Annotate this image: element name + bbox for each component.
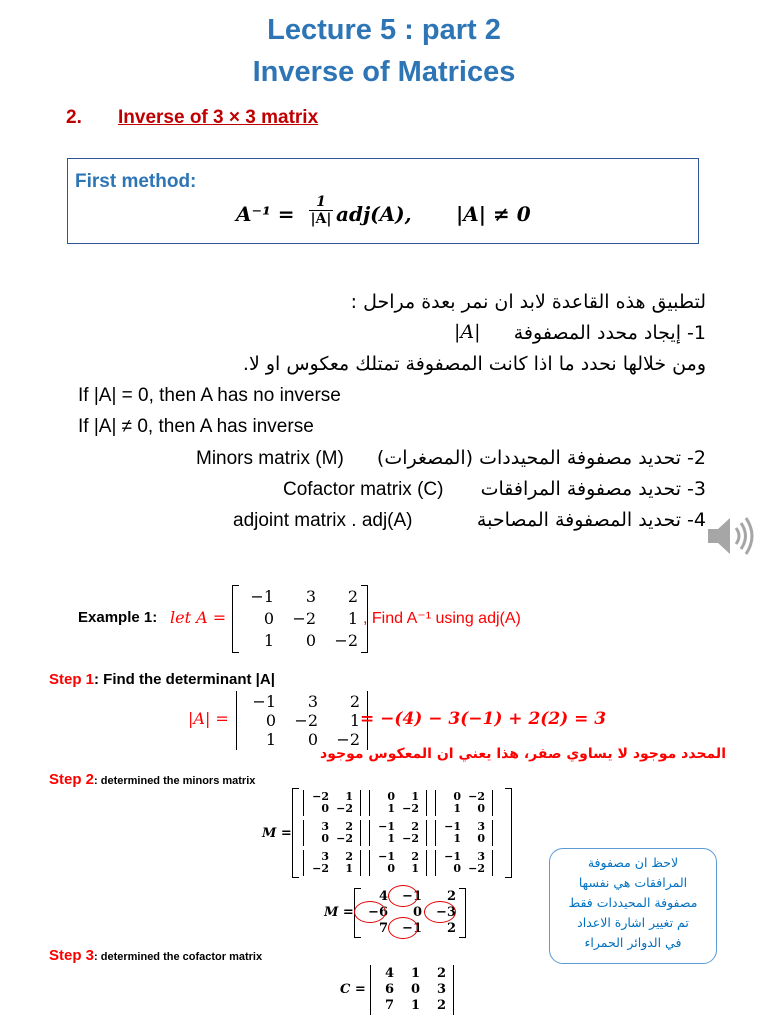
if-nonzero: If |A| ≠ 0, then A has inverse bbox=[78, 416, 314, 437]
minor-grid bbox=[440, 820, 488, 846]
matrix-entry: 0 bbox=[410, 982, 420, 997]
note-line: في الدوائر الحمراء bbox=[584, 935, 682, 950]
matrix-entry: −1 bbox=[402, 889, 422, 904]
minor-grid bbox=[374, 850, 422, 876]
section-number: 2. bbox=[66, 107, 82, 128]
red-circle bbox=[424, 901, 456, 923]
minor-entry: 3 bbox=[477, 820, 485, 833]
minor-entry: −1 bbox=[444, 850, 461, 863]
right-bar bbox=[488, 820, 493, 846]
right-bar bbox=[422, 820, 427, 846]
matrix-entry: 3 bbox=[307, 692, 318, 711]
minor-grid bbox=[374, 820, 422, 846]
note-line: المرافقات هي نفسها bbox=[578, 875, 688, 890]
minor-entry: 3 bbox=[321, 850, 329, 863]
minor-grid bbox=[308, 820, 356, 846]
minor-entry: 3 bbox=[321, 820, 329, 833]
minor-entry: 3 bbox=[477, 850, 485, 863]
red-circle bbox=[388, 917, 418, 939]
minor-entry: −2 bbox=[402, 832, 419, 845]
right-bar bbox=[356, 820, 361, 846]
matrix-entry: 1 bbox=[410, 998, 420, 1013]
minor-grid bbox=[440, 790, 488, 816]
step3-heading bbox=[49, 947, 262, 964]
minor-determinant bbox=[303, 790, 369, 816]
formula-condition: |A| ≠ 0 bbox=[456, 202, 531, 226]
intro-ar: لتطبيق هذه القاعدة لابد ان نمر بعدة مراحل : bbox=[350, 291, 706, 313]
step2-en: Minors matrix (M) bbox=[196, 448, 344, 469]
minor-entry: 1 bbox=[387, 802, 395, 815]
matrix-entry: −2 bbox=[336, 730, 360, 749]
minor-grid bbox=[308, 790, 356, 816]
matrix-entry: 1 bbox=[263, 631, 274, 650]
step2-ar: 2- تحديد مصفوفة المحيددات (المصغرات) bbox=[376, 447, 706, 469]
matrix-entry: 7 bbox=[378, 921, 388, 936]
minor-entry: 0 bbox=[387, 790, 395, 803]
right-bar bbox=[449, 965, 454, 1015]
right-bar bbox=[488, 790, 493, 816]
minor-entry: −2 bbox=[312, 790, 329, 803]
minor-entry: 2 bbox=[411, 820, 419, 833]
minor-entry: 0 bbox=[453, 790, 461, 803]
minor-entry: −2 bbox=[402, 802, 419, 815]
note-line: مصفوفة المحيددات فقط bbox=[568, 895, 698, 910]
minor-entry: −2 bbox=[336, 802, 353, 815]
matrix-entry: −6 bbox=[368, 905, 388, 920]
matrix-a bbox=[232, 585, 368, 653]
right-bar bbox=[488, 850, 493, 876]
method-label: First method: bbox=[75, 171, 197, 192]
minor-entry: 0 bbox=[477, 802, 485, 815]
step1-label: Step 1 bbox=[49, 671, 95, 688]
matrix-entry: −1 bbox=[252, 692, 276, 711]
formula-fraction bbox=[309, 194, 333, 227]
step4-ar: 4- تحديد المصفوفة المصاحبة bbox=[476, 509, 706, 531]
step1-math: |A| bbox=[454, 321, 481, 343]
step3-en: Cofactor matrix (C) bbox=[283, 479, 444, 500]
c-matrix bbox=[370, 965, 454, 1015]
example-let: let A = bbox=[170, 608, 227, 627]
matrix-entry: 0 bbox=[307, 730, 318, 749]
matrix-entry: 2 bbox=[446, 889, 456, 904]
c-label: C = bbox=[340, 982, 366, 997]
matrix-entry: 3 bbox=[305, 587, 316, 606]
matrix-entry: 0 bbox=[412, 905, 422, 920]
minor-entry: 0 bbox=[387, 862, 395, 875]
minor-determinant bbox=[303, 820, 369, 846]
minor-entry: 0 bbox=[321, 832, 329, 845]
minor-entry: 0 bbox=[477, 832, 485, 845]
minor-entry: 1 bbox=[411, 790, 419, 803]
matrix-entry: 2 bbox=[436, 998, 446, 1013]
minor-entry: −1 bbox=[378, 850, 395, 863]
minors-grid bbox=[299, 788, 505, 878]
minor-determinant bbox=[369, 820, 435, 846]
m-label: M = bbox=[262, 826, 292, 841]
frac-num: 1 bbox=[309, 194, 333, 211]
minor-entry: −2 bbox=[336, 832, 353, 845]
minor-determinant bbox=[369, 790, 435, 816]
matrix-entry: 0 bbox=[305, 631, 316, 650]
matrix-entry: 0 bbox=[265, 711, 276, 730]
m-values-label: M = bbox=[324, 905, 354, 920]
step3-ar: 3- تحديد مصفوفة المرافقات bbox=[480, 478, 706, 500]
lecture-title: Lecture 5 : part 2 bbox=[267, 14, 501, 46]
matrix-entry: −2 bbox=[292, 609, 316, 628]
formula-lhs: A⁻¹ = bbox=[236, 202, 295, 226]
red-circle bbox=[354, 901, 386, 923]
minor-grid bbox=[374, 790, 422, 816]
left-bracket bbox=[232, 585, 239, 653]
minor-entry: 1 bbox=[453, 832, 461, 845]
matrix-entry: 1 bbox=[410, 966, 420, 981]
right-bar bbox=[356, 790, 361, 816]
example-label: Example 1: bbox=[78, 609, 158, 626]
matrix-entry: −1 bbox=[402, 921, 422, 936]
minor-determinant bbox=[435, 850, 501, 876]
minor-entry: 2 bbox=[345, 820, 353, 833]
step1-ar: 1- إيجاد محدد المصفوفة bbox=[513, 322, 706, 344]
matrix-entry: 2 bbox=[349, 692, 360, 711]
matrix-entry: −2 bbox=[334, 631, 358, 650]
formula-rhs: adj(A), bbox=[336, 202, 412, 226]
det-result: = −(4) − 3(−1) + 2(2) = 3 bbox=[360, 709, 607, 729]
matrix-entry: 3 bbox=[436, 982, 446, 997]
example-label-text: Example 1 bbox=[78, 609, 153, 626]
matrix-entry: 2 bbox=[446, 921, 456, 936]
minor-entry: 1 bbox=[411, 862, 419, 875]
matrix-entry: 1 bbox=[347, 609, 358, 628]
det-matrix bbox=[236, 691, 368, 750]
note-box bbox=[549, 848, 717, 964]
minor-entry: −1 bbox=[378, 820, 395, 833]
minor-determinant bbox=[435, 790, 501, 816]
step2-text: : determined the minors matrix bbox=[94, 775, 256, 787]
step1-heading bbox=[49, 671, 275, 688]
minor-entry: 1 bbox=[387, 832, 395, 845]
minor-entry: −2 bbox=[312, 862, 329, 875]
matrix-entry: −3 bbox=[436, 905, 456, 920]
matrix-entry: 7 bbox=[384, 998, 394, 1013]
section-title: Inverse of 3 × 3 matrix bbox=[118, 107, 319, 128]
if-zero: If |A| = 0, then A has no inverse bbox=[78, 385, 341, 406]
step4-en: adjoint matrix . adj(A) bbox=[233, 510, 413, 531]
minors-matrix bbox=[292, 788, 512, 878]
matrix-entry: 4 bbox=[378, 889, 388, 904]
speaker-icon[interactable] bbox=[704, 512, 756, 565]
matrix-entry: 4 bbox=[384, 966, 394, 981]
minor-entry: 0 bbox=[321, 802, 329, 815]
minor-entry: 1 bbox=[453, 802, 461, 815]
matrix-entry: 0 bbox=[263, 609, 274, 628]
step3-label: Step 3 bbox=[49, 947, 95, 964]
matrix-a-grid bbox=[239, 585, 361, 653]
det-matrix-grid bbox=[241, 691, 363, 750]
matrix-entry: −2 bbox=[294, 711, 318, 730]
matrix-entry: −1 bbox=[250, 587, 274, 606]
minor-entry: 1 bbox=[345, 790, 353, 803]
step3-text: : determined the cofactor matrix bbox=[94, 951, 263, 963]
topic-title: Inverse of Matrices bbox=[252, 56, 516, 88]
right-bracket bbox=[505, 788, 512, 878]
minor-entry: 0 bbox=[453, 862, 461, 875]
minor-entry: −2 bbox=[468, 862, 485, 875]
right-bar bbox=[422, 790, 427, 816]
right-bracket bbox=[459, 888, 466, 938]
minor-entry: 1 bbox=[345, 862, 353, 875]
minor-entry: 2 bbox=[345, 850, 353, 863]
minor-grid bbox=[440, 850, 488, 876]
det-note-ar: المحدد موجود لا يساوي صفر، هذا يعني ان المعكوس موجود bbox=[320, 746, 726, 762]
minor-entry: −1 bbox=[444, 820, 461, 833]
matrix-entry: 2 bbox=[436, 966, 446, 981]
step2-heading bbox=[49, 771, 255, 788]
example-find: , Find A⁻¹ using adj(A) bbox=[363, 610, 521, 627]
matrix-entry: 6 bbox=[384, 982, 394, 997]
step2-label: Step 2 bbox=[49, 771, 95, 788]
minor-determinant bbox=[369, 850, 435, 876]
det-lhs: |A| = bbox=[188, 709, 229, 728]
right-bar bbox=[422, 850, 427, 876]
minor-entry: 2 bbox=[411, 850, 419, 863]
matrix-entry: 1 bbox=[265, 730, 276, 749]
c-matrix-grid bbox=[375, 965, 449, 1015]
step1-note: ومن خلالها نحدد ما اذا كانت المصفوفة تمتلك معكوس او لا. bbox=[242, 353, 706, 375]
note-line: تم تغيير اشارة الاعداد bbox=[577, 915, 689, 930]
matrix-entry: 1 bbox=[349, 711, 360, 730]
red-circle bbox=[388, 885, 418, 907]
minor-entry: −2 bbox=[468, 790, 485, 803]
note-line: لاحظ ان مصفوفة bbox=[587, 855, 679, 870]
minor-determinant bbox=[303, 850, 369, 876]
minor-grid bbox=[308, 850, 356, 876]
step1-text: : Find the determinant |A| bbox=[94, 671, 275, 688]
minor-determinant bbox=[435, 820, 501, 846]
frac-den: |A| bbox=[310, 211, 332, 227]
matrix-entry: 2 bbox=[347, 587, 358, 606]
left-bracket bbox=[292, 788, 299, 878]
right-bar bbox=[356, 850, 361, 876]
